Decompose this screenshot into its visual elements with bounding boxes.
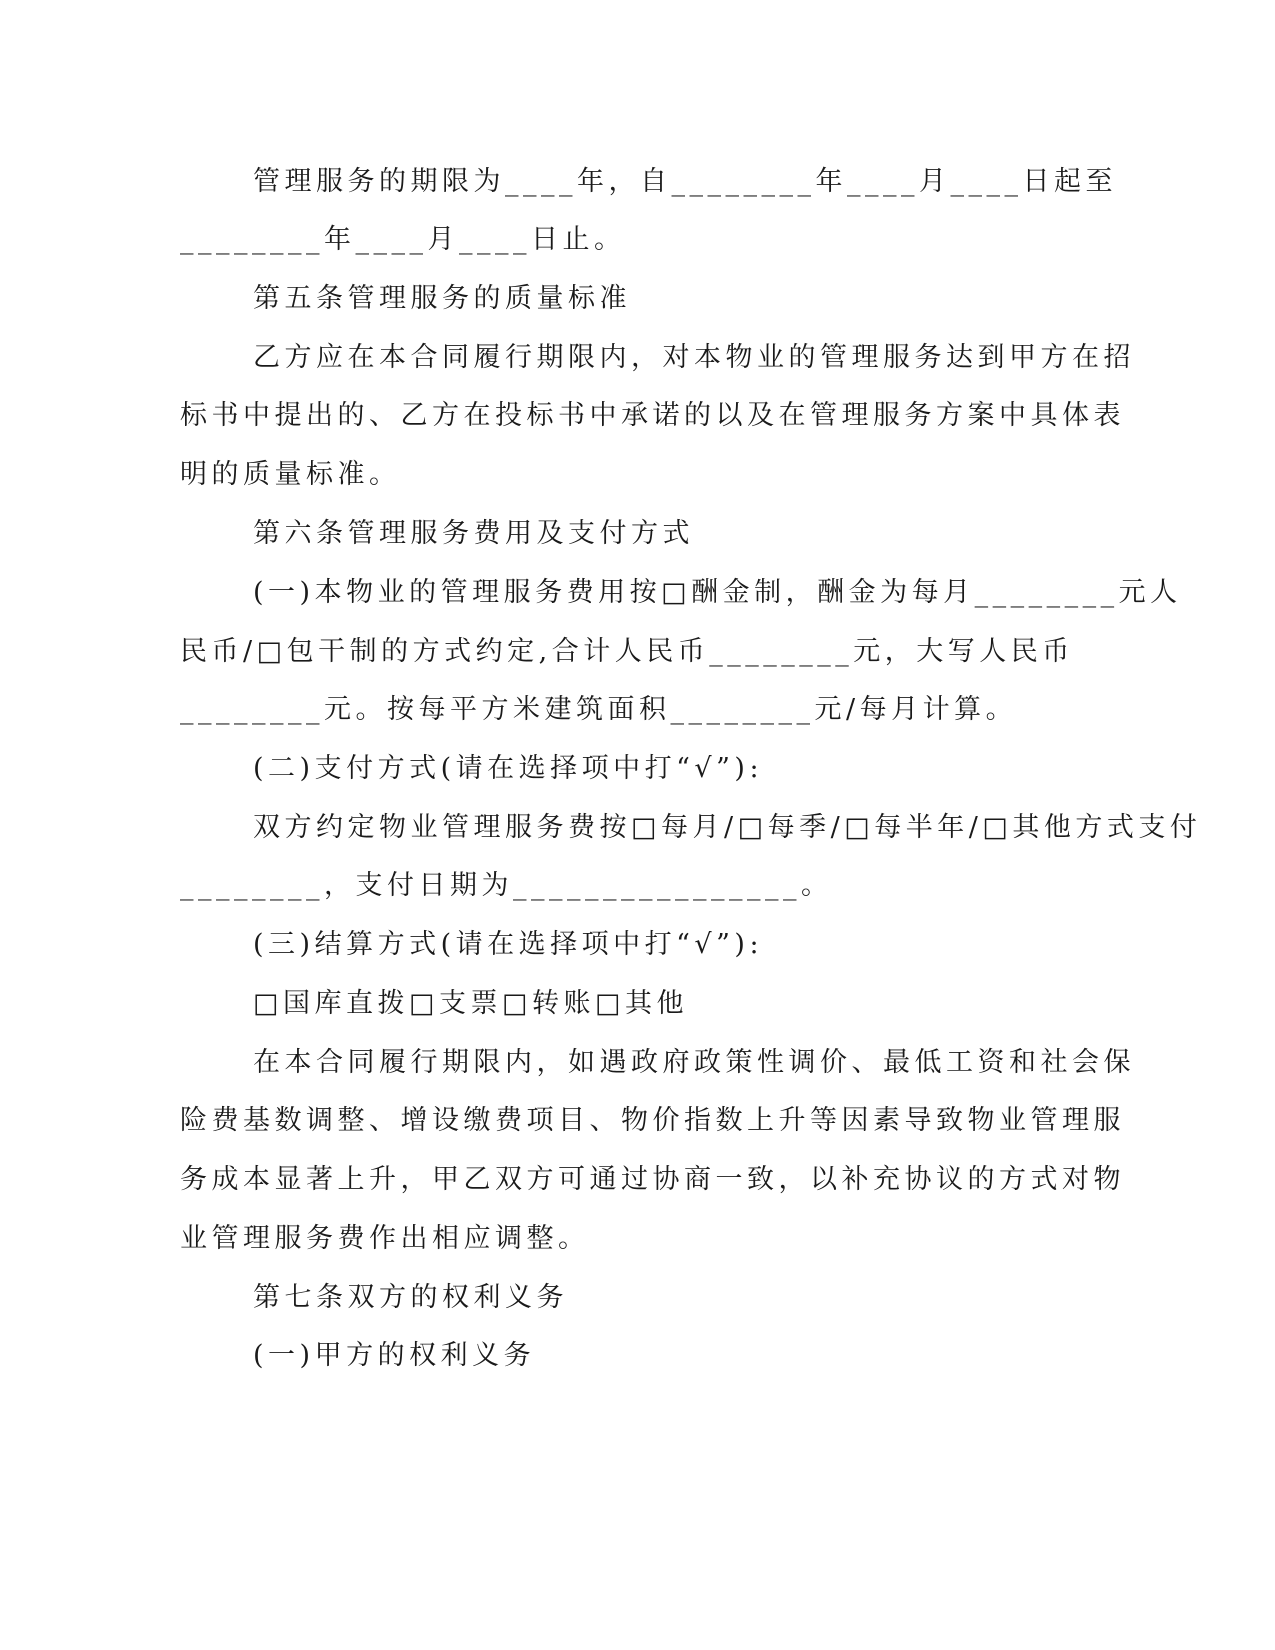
- paragraph-line: 乙方应在本合同履行期限内，对本物业的管理服务达到甲方在招: [253, 342, 1135, 373]
- paragraph-line: (一)本物业的管理服务费用按□酬金制，酬金为每月________元人: [253, 577, 1182, 608]
- paragraph-line: ________元。按每平方米建筑面积________元/每月计算。: [180, 694, 1018, 725]
- paragraph-line: (一)甲方的权利义务: [253, 1340, 536, 1371]
- paragraph-line: 民币/□包干制的方式约定,合计人民币________元，大写人民币: [180, 636, 1074, 667]
- paragraph-line: 务成本显著上升，甲乙双方可通过协商一致，以补充协议的方式对物: [180, 1164, 1125, 1195]
- paragraph-line: □国库直拨□支票□转账□其他: [253, 988, 689, 1019]
- paragraph-line: 险费基数调整、增设缴费项目、物价指数上升等因素导致物业管理服: [180, 1105, 1125, 1136]
- paragraph-line: 管理服务的期限为____年，自________年____月____日起至: [253, 166, 1117, 197]
- paragraph-line: 业管理服务费作出相应调整。: [180, 1223, 590, 1254]
- section-heading: 第七条双方的权利义务: [253, 1282, 568, 1313]
- paragraph-line: ________，支付日期为________________。: [180, 870, 833, 901]
- paragraph-line: ________年____月____日止。: [180, 224, 626, 255]
- paragraph-line: 标书中提出的、乙方在投标书中承诺的以及在管理服务方案中具体表: [180, 400, 1125, 431]
- paragraph-line: 明的质量标准。: [180, 459, 401, 490]
- paragraph-line: (三)结算方式(请在选择项中打“√”):: [253, 929, 764, 960]
- paragraph-line: 双方约定物业管理服务费按□每月/□每季/□每半年/□其他方式支付: [253, 812, 1202, 843]
- paragraph-line: (二)支付方式(请在选择项中打“√”):: [253, 753, 764, 784]
- section-heading: 第五条管理服务的质量标准: [253, 283, 631, 314]
- paragraph-line: 在本合同履行期限内，如遇政府政策性调价、最低工资和社会保: [253, 1047, 1135, 1078]
- section-heading: 第六条管理服务费用及支付方式: [253, 518, 694, 549]
